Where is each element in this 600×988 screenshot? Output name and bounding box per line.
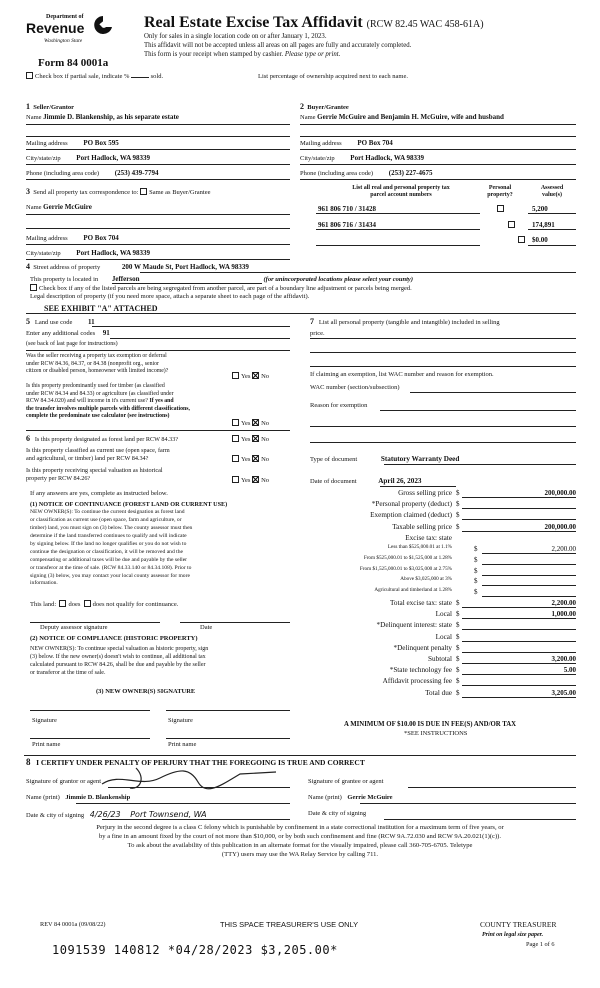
logo-swirl-icon — [92, 14, 114, 38]
parcel-number-2[interactable]: 961 806 716 / 31434 — [318, 221, 376, 229]
notice-line: or classification as current use (open space, farm and agriculture, or — [30, 516, 182, 523]
calc-underline — [462, 531, 576, 532]
landuse-row[interactable] — [26, 317, 95, 326]
taxcorr-text: Send all property tax correspondence to: — [33, 189, 139, 196]
notice-line: calculated pursuant to RCW 84.26, shall be due and payable by the seller — [30, 662, 206, 669]
buyer-mail: PO Box 704 — [357, 139, 393, 147]
calc-dollar-sign: $ — [456, 500, 460, 509]
street-label: Street address of property — [33, 264, 101, 271]
taxcorr-row — [26, 187, 210, 196]
q-currentuse-yesno: Yes No — [232, 455, 269, 463]
logo-revenue: Revenue — [26, 20, 85, 36]
calc-label: *Delinquent penalty — [393, 643, 452, 652]
recording-stamp: 1091539 140812 *04/28/2023 $3,205.00* — [52, 943, 338, 957]
unincorp-note: (for unincorporated locations please select your county) — [263, 276, 413, 283]
new-owner-print-label-2: Print name — [168, 741, 197, 748]
header-line3 — [144, 51, 340, 59]
notice-line: continue the designation or classification, it will be removed and the — [30, 548, 184, 555]
does-not-checkbox[interactable] — [84, 600, 91, 607]
q-timber-no-checkbox[interactable] — [252, 419, 259, 426]
doc-type-row[interactable]: Type of document Statutory Warranty Deed — [310, 455, 460, 463]
grantor-city-handwritten: Port Townsend, WA — [130, 810, 207, 819]
seller-name: Jimmie D. Blankenship, as his separate estate — [43, 113, 179, 121]
calc-label: From $525,000.01 to $1,525,000 at 1.28% — [363, 554, 452, 561]
notice-continuance-title: (1) NOTICE OF CONTINUANCE (FOREST LAND OR CURRENT USE) — [30, 501, 228, 508]
calc-underline — [462, 618, 576, 619]
logo-dept: Department of — [46, 14, 84, 20]
county-value[interactable]: Jefferson — [112, 275, 262, 284]
seller-mail: PO Box 595 — [83, 139, 119, 147]
assessed-value-3[interactable]: $0.00 — [532, 236, 548, 244]
same-as-buyer-label: Same as Buyer/Grantee — [149, 189, 211, 196]
notice-line: compensating or additional taxes will be due and payable by the seller — [30, 556, 188, 563]
calc-dollar-sign: $ — [456, 688, 460, 697]
calc-value[interactable]: 5.00 — [563, 666, 576, 675]
q-forest-yes-checkbox[interactable] — [232, 435, 239, 442]
buyer-mail-row[interactable] — [300, 139, 393, 147]
calc-label: Less than $525,000.01 at 1.1% — [387, 544, 452, 550]
assessed-value-1[interactable]: 5,200 — [532, 205, 548, 213]
doc-type: Statutory Warranty Deed — [380, 455, 460, 463]
seller-name-label: Name — [26, 114, 42, 121]
personal-property-checkbox-1[interactable] — [497, 205, 504, 212]
calc-underline — [462, 641, 576, 642]
notice-continuance-text — [30, 509, 192, 588]
calc-dollar-sign: $ — [456, 511, 460, 520]
calc-underline — [462, 497, 576, 498]
grantee-name-row[interactable]: Name (print) Gerrie McGuire — [308, 794, 393, 801]
q-historic: Is this property receiving special valuation as historical property per RCW 84.26? — [26, 467, 163, 483]
deputy-signature-label: Deputy assessor signature — [40, 624, 108, 631]
calc-dollar-sign: $ — [456, 621, 460, 630]
county-treasurer: COUNTY TREASURER — [480, 920, 557, 929]
seller-phone: (253) 439-7794 — [114, 169, 159, 177]
minimum-note: A MINIMUM OF $10.00 IS DUE IN FEE(S) AND/OR TAX — [344, 721, 517, 728]
calc-label: Agricultural and timberland at 1.28% — [374, 587, 452, 594]
calc-underline — [462, 652, 576, 653]
grantee-name: Gerrie McGuire — [347, 794, 393, 801]
taxcorr-city: Port Hadlock, WA 98339 — [76, 249, 151, 257]
addcodes-row[interactable] — [26, 329, 110, 337]
calc-dollar-sign: $ — [456, 655, 460, 663]
q-timber-yesno: Yes No — [232, 419, 269, 427]
taxcorr-name: Gerrie McGuire — [43, 203, 92, 211]
q-historic-yesno: Yes No — [232, 476, 269, 484]
doc-date: April 26, 2023 — [378, 477, 422, 485]
taxcorr-city-label: City/state/zip — [26, 250, 61, 257]
calc-label: *Personal property (deduct) — [371, 500, 452, 509]
rev-number: REV 84 0001a (09/08/22) — [40, 921, 106, 928]
street-row[interactable] — [26, 262, 249, 271]
calc-label: Exemption claimed (deduct) — [370, 511, 452, 520]
buyer-phone-row[interactable] — [300, 169, 432, 177]
calc-underline — [462, 519, 576, 520]
landuse-code: 11 — [88, 318, 95, 326]
grantee-sig-label[interactable]: Signature of grantee or agent — [308, 778, 384, 785]
calc-dollar-sign: $ — [474, 588, 478, 597]
calc-underline — [462, 629, 576, 630]
grantor-name-row[interactable]: Name (print) Jimmie D. Blankenship — [26, 794, 131, 801]
seller-heading — [26, 102, 74, 111]
notice-line: NEW OWNER(S): To continue the current designation as forest land — [30, 509, 185, 515]
calc-dollar-sign: $ — [474, 545, 478, 553]
parcel-header-2: Personal property? — [487, 185, 513, 198]
calc-label: Excise tax: state — [405, 533, 452, 542]
q-forest-yesno: Yes No — [232, 435, 269, 443]
calc-dollar-sign: $ — [456, 489, 460, 497]
q-exemption-yes-checkbox[interactable] — [232, 372, 239, 379]
addcodes-label: Enter any additional codes — [26, 330, 96, 337]
revenue-logo — [24, 14, 118, 48]
street-address: 200 W Maude St, Port Hadlock, WA 98339 — [121, 263, 249, 271]
buyer-city: Port Hadlock, WA 98339 — [350, 154, 425, 162]
calc-label: Total due — [425, 688, 452, 697]
calc-underline — [462, 607, 576, 608]
notice-compliance-title: (2) NOTICE OF COMPLIANCE (HISTORIC PROPERTY) — [30, 635, 198, 642]
perjury-text — [30, 823, 570, 859]
notice-line: or transferor at the time of sale. (RCW 84.33.140 or 84.34.108). Prior to — [30, 564, 192, 571]
notice-line: (3) below. If the new owner(s) doesn't wish to continue, all additional tax — [30, 654, 206, 661]
new-owner-sig-label-2: Signature — [168, 717, 193, 724]
legal-paper-note: Print on legal size paper. — [482, 932, 544, 938]
buyer-city-row[interactable] — [300, 154, 424, 162]
calc-value[interactable]: 2,200.00 — [551, 599, 576, 607]
perjury-line: by a fine in an amount fixed by the court of not more than $10,000, or by both such confinement and fine (RCW 9A.72.030 and RCW 9A.20.021(1)(c)). — [98, 833, 502, 841]
seller-city-row[interactable] — [26, 154, 150, 162]
notice-line: by signing below. If the land no longer qualifies or you do not wish to — [30, 540, 187, 547]
sec7-row2: price. — [310, 330, 325, 337]
addcodes-value: 91 — [102, 329, 110, 337]
calc-dollar-sign: $ — [456, 522, 460, 531]
partial-sale-row — [26, 72, 163, 80]
partial-sale-label: Check box if partial sale, indicate % — [35, 73, 130, 80]
calc-dollar-sign: $ — [456, 643, 460, 652]
notice-compliance-text — [30, 645, 208, 677]
county-row — [30, 275, 413, 284]
taxcorr-mail-label: Mailing address — [26, 235, 68, 242]
seller-num: 1 — [26, 102, 30, 111]
calc-underline — [462, 685, 576, 686]
seller-mail-row[interactable] — [26, 139, 119, 147]
calc-value[interactable]: 1,000.00 — [551, 610, 576, 619]
buyer-city-label: City/state/zip — [300, 155, 335, 162]
calc-underline — [462, 697, 576, 698]
calc-underline — [482, 553, 576, 554]
treasurer-use-only: THIS SPACE TREASURER'S USE ONLY — [220, 920, 359, 929]
deputy-date-label: Date — [200, 624, 213, 631]
seller-mail-label: Mailing address — [26, 140, 68, 147]
assessed-value-2[interactable]: 174,891 — [532, 221, 555, 229]
personal-property-checkbox-3[interactable] — [518, 236, 525, 243]
buyer-num: 2 — [300, 102, 304, 111]
buyer-mail-label: Mailing address — [300, 140, 342, 147]
notice-line: information. — [30, 580, 58, 587]
calc-value[interactable]: 200,000.00 — [544, 522, 576, 531]
q-forest: 6 Is this property designated as forest land per RCW 84.33? — [26, 434, 179, 443]
landuse-label: Land use code — [34, 319, 73, 326]
buyer-name-label: Name — [300, 114, 316, 121]
calc-label: *Delinquent interest: state — [376, 621, 452, 630]
calc-label: Total excise tax: state — [390, 599, 452, 607]
calc-value[interactable]: 200,000.00 — [544, 489, 576, 497]
calc-dollar-sign: $ — [474, 555, 478, 564]
seller-phone-label: Phone (including area code) — [26, 170, 100, 177]
grantor-sig-label[interactable]: Signature of grantor or agent — [26, 778, 102, 785]
calc-dollar-sign: $ — [456, 632, 460, 641]
taxcorr-name-label: Name — [26, 204, 42, 211]
calc-value[interactable]: 3,200.00 — [551, 655, 576, 663]
q-timber-yes-checkbox[interactable] — [232, 419, 239, 426]
calc-underline — [482, 575, 576, 576]
page-title — [144, 14, 484, 32]
q-timber: Is this property predominantly used for timber (as classified under RCW 84.34 and 84.33) or agriculture (as classified under RCW 84.34.020) and will income in it's current use? If yes and the transfer involves multiple parcels with different classifications, complete the predominate use calculator (see instructions) — [26, 383, 190, 420]
grantor-name: Jimmie D. Blankenship — [65, 794, 131, 801]
parcel-header-3: Assessed value(s) — [540, 185, 564, 198]
new-owner-sig-title: (3) NEW OWNER(S) SIGNATURE — [96, 688, 196, 695]
partial-sale-checkbox[interactable] — [26, 72, 33, 79]
calc-dollar-sign: $ — [456, 610, 460, 619]
buyer-phone-label: Phone (including area code) — [300, 170, 374, 177]
q-exemption: Was the seller receiving a property tax exemption or deferral under RCW 84.36, 84.37, or 84.38 (nonprofit org., senior citizen or disabled person, homeowner with limited income)? — [26, 353, 169, 375]
same-as-buyer-checkbox[interactable] — [140, 188, 147, 195]
calc-label: Affidavit processing fee — [382, 677, 452, 686]
located-label: This property is located in — [30, 276, 99, 283]
header-line2: This affidavit will not be accepted unless all areas on all pages are fully and accurately completed. — [144, 42, 412, 49]
segregated-row — [30, 284, 412, 292]
percentage-note: List percentage of ownership acquired next to each name. — [258, 73, 408, 80]
buyer-label: Buyer/Grantee — [307, 104, 349, 111]
taxcorr-mail: PO Box 704 — [83, 234, 119, 242]
partial-sold-label: sold. — [150, 73, 164, 80]
q-historic-no-checkbox[interactable] — [252, 476, 259, 483]
certify-heading: 8 I CERTIFY UNDER PENALTY OF PERJURY THAT THE FOREGOING IS TRUE AND CORRECT — [26, 757, 365, 767]
q-forest-no-checkbox[interactable] — [252, 435, 259, 442]
q-currentuse-no-checkbox[interactable] — [252, 455, 259, 462]
see-instructions: *SEE INSTRUCTIONS — [404, 730, 468, 737]
sec6-num: 6 — [26, 434, 30, 443]
q-historic-yes-checkbox[interactable] — [232, 476, 239, 483]
calc-underline — [482, 585, 576, 586]
taxcorr-mail-row[interactable] — [26, 234, 119, 242]
taxcorr-num: 3 — [26, 187, 30, 196]
does-checkbox[interactable] — [59, 600, 66, 607]
calc-value[interactable]: 2,200.00 — [551, 545, 576, 553]
calc-label: Taxable selling price — [392, 522, 452, 531]
notice-line: signing (3) below, you may contact your local county assessor for more — [30, 572, 190, 579]
landuse-num: 5 — [26, 317, 30, 326]
taxcorr-name-row[interactable] — [26, 203, 92, 211]
buyer-phone: (253) 227-4675 — [388, 169, 433, 177]
q-currentuse-yes-checkbox[interactable] — [232, 455, 239, 462]
new-owner-sig-label-1: Signature — [32, 717, 57, 724]
grantee-date-row[interactable]: Date & city of signing — [308, 810, 367, 817]
seller-name-row[interactable] — [26, 113, 179, 121]
notice-line: NEW OWNER(S): To continue special valuation as historic property, sign — [30, 646, 209, 652]
seller-city-label: City/state/zip — [26, 155, 61, 162]
reason-row[interactable]: Reason for exemption — [310, 402, 368, 409]
notice-line: determine if the land transferred continues to qualify and will indicate — [30, 532, 187, 539]
calc-underline — [462, 663, 576, 664]
form-number: Form 84 0001a — [38, 57, 109, 69]
seller-phone-row[interactable] — [26, 169, 158, 177]
taxcorr-city-row[interactable] — [26, 249, 150, 257]
q-currentuse: Is this property classified as current use (open space, farm and agricultural, or timber) land per RCW 84.34? — [26, 447, 170, 463]
header-line3b: Please type or print. — [284, 51, 341, 58]
wac-row[interactable]: WAC number (section/subsection) — [310, 384, 400, 391]
segregated-label: Check box if any of the listed parcels are being segregated from another parcel, are part of a boundary line adjustment or parcels being merged. — [39, 285, 412, 292]
personal-property-checkbox-2[interactable] — [508, 221, 515, 228]
calc-dollar-sign: $ — [456, 599, 460, 607]
q-exemption-no-checkbox[interactable] — [252, 372, 259, 379]
exemption-label: If claiming an exemption, list WAC number and reason for exemption. — [310, 371, 494, 378]
notice-line: timber) land, you must sign on (3) below. The county assessor must then — [30, 524, 193, 531]
calc-underline — [462, 674, 576, 675]
calc-label: From $1,525,000.01 to $3,025,000 at 2.75% — [359, 565, 452, 572]
sec7-row: 7 List all personal property (tangible and intangible) included in selling — [310, 317, 500, 326]
perjury-line: To ask about the availability of this publication in an alternate format for the visually impaired, please call 360-705-6705. Teletype — [127, 842, 473, 850]
calc-underline — [482, 564, 576, 565]
header-line3a: This form is your receipt when stamped by cashier. — [144, 51, 284, 58]
title-main: Real Estate Excise Tax Affidavit — [144, 14, 363, 31]
doc-date-row[interactable]: Date of document April 26, 2023 — [310, 477, 422, 485]
calc-dollar-sign: $ — [474, 566, 478, 575]
parcel-header-1: List all real and personal property tax parcel account numbers — [352, 185, 450, 198]
calc-dollar-sign: $ — [456, 666, 460, 675]
calc-dollar-sign: $ — [474, 577, 478, 586]
new-owner-print-label-1: Print name — [32, 741, 61, 748]
grantor-date-row[interactable]: Date & city of signing 4/26/23 Port Townsend, WA — [26, 810, 207, 819]
perjury-line: (TTY) users may use the WA Relay Service by calling 711. — [221, 851, 379, 859]
page-number: Page 1 of 6 — [526, 941, 555, 948]
calc-underline — [462, 508, 576, 509]
perjury-line: Perjury in the second degree is a class C felony which is punishable by confinement in a state correctional institution for a maximum term of five years, or — [96, 824, 504, 831]
calc-dollar-sign: $ — [456, 677, 460, 686]
title-rcw: (RCW 82.45 WAC 458-61A) — [366, 19, 484, 30]
calc-label: Local — [435, 632, 452, 641]
street-num: 4 — [26, 262, 30, 271]
exhibit-a: SEE EXHIBIT "A" ATTACHED — [44, 304, 158, 313]
header-line1: Only for sales in a single location code on or after January 1, 2023. — [144, 33, 327, 40]
buyer-name: Gerrie McGuire and Benjamin H. McGuire, wife and husband — [317, 113, 504, 121]
segregated-checkbox[interactable] — [30, 284, 37, 291]
notice-line: or transferor at the time of sale. — [30, 670, 106, 677]
land-qualify-row: This land: does does not qualify for continuance. — [30, 601, 179, 608]
buyer-name-row[interactable] — [300, 113, 504, 121]
q-exemption-yesno: Yes No — [232, 372, 269, 380]
logo-wa: Washington State — [44, 38, 83, 44]
if-yes-note: If any answers are yes, complete as instructed below. — [30, 490, 168, 497]
calc-label: *State technology fee — [389, 666, 452, 675]
seller-label: Seller/Grantor — [33, 104, 75, 111]
see-back: (see back of last page for instructions) — [26, 341, 118, 347]
seller-city: Port Hadlock, WA 98339 — [76, 154, 151, 162]
calc-label: Gross selling price — [398, 489, 452, 497]
grantor-date-handwritten: 4/26/23 — [89, 810, 121, 819]
legal-desc-label: Legal description of property (if you need more space, attach a separate sheet to each page of the affidavit). — [30, 293, 310, 300]
calc-underline — [482, 596, 576, 597]
calc-value[interactable]: 3,205.00 — [551, 688, 576, 697]
buyer-heading — [300, 102, 349, 111]
calc-label: Above $3,025,000 at 3% — [400, 576, 452, 583]
sec7-num: 7 — [310, 317, 314, 326]
calc-label: Subtotal — [428, 655, 452, 663]
calc-label: Local — [435, 610, 452, 619]
parcel-number-1[interactable]: 961 806 710 / 31428 — [318, 205, 376, 213]
